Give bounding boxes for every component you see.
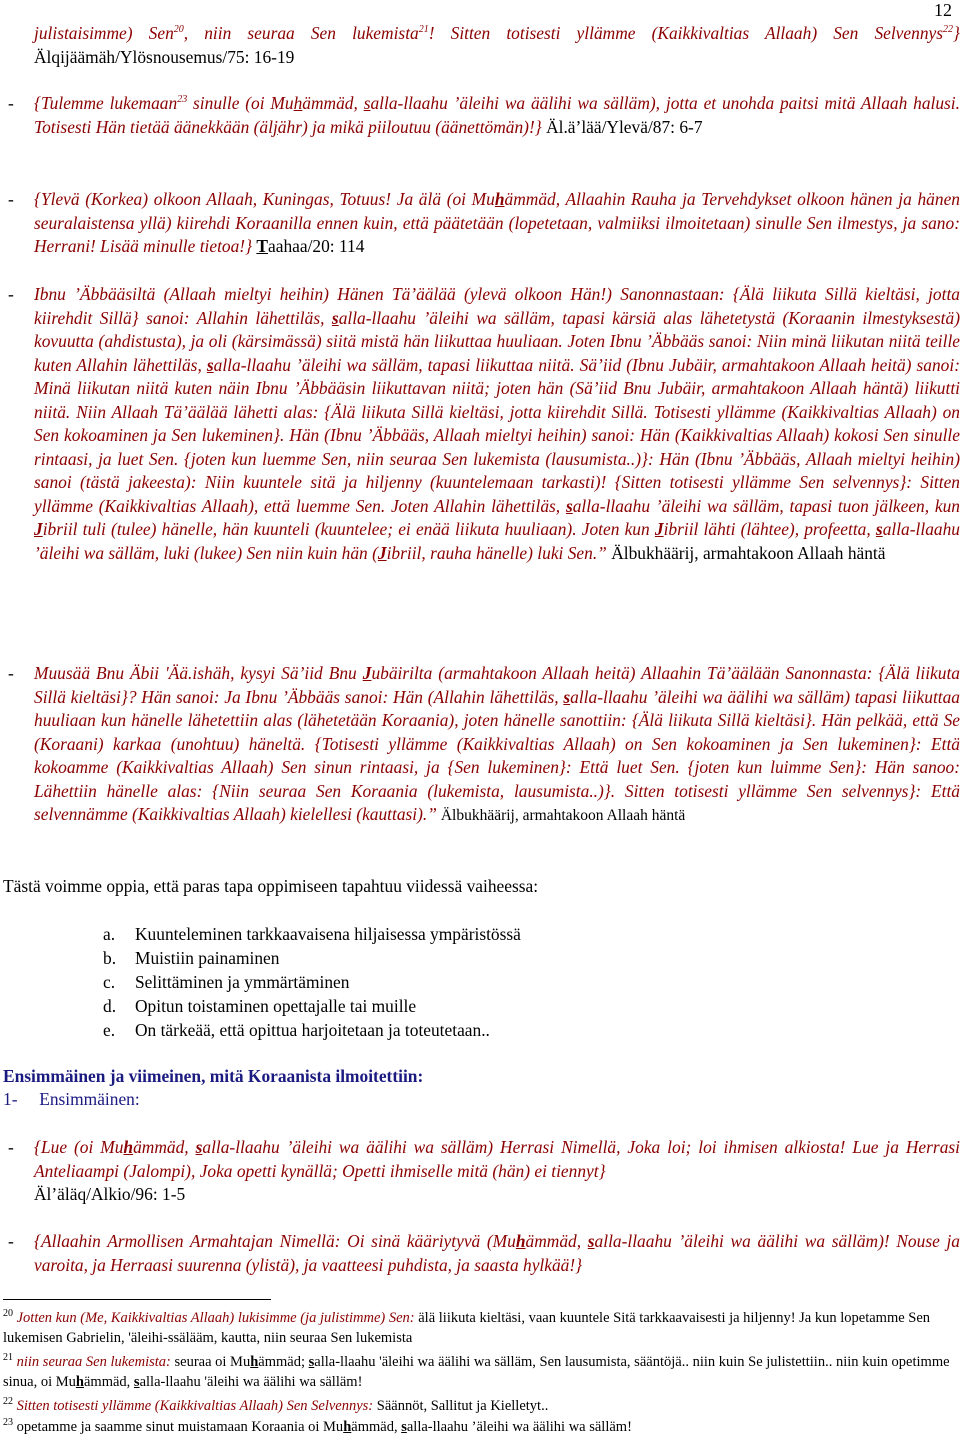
hadith-reference: Älbukhäärij, armahtakoon Allaah häntä bbox=[436, 807, 686, 824]
page-number: 12 bbox=[934, 0, 952, 20]
footnote-separator bbox=[3, 1299, 271, 1300]
paragraph-continuation: julistaisimme) Sen$^{20}$, niin seuraa Sen lukemista$^{21}$! Sitten totisesti yllämme (Kaikkivaltias Allaah) Sen Selvennys$^{22}$} Älqijäämäh/Ylösnousemus/75: 16-19 bbox=[34, 23, 960, 67]
intro-text: Tästä voimme oppia, että paras tapa oppimiseen tapahtuu viidessä vaiheessa: bbox=[3, 876, 539, 896]
list-item: d. Opitun toistaminen opettajalle tai muille bbox=[103, 996, 417, 1016]
list-item: e. On tärkeää, että opittua harjoitetaan ja toteutetaan.. bbox=[103, 1020, 490, 1040]
steps-list bbox=[103, 922, 521, 1042]
section-heading: Ensimmäinen ja viimeinen, mitä Koraanista ilmoitettiin: bbox=[3, 1066, 424, 1086]
list-item: - {Tulemme lukemaan$^{23}$ sinulle (oi Muhämmäd, salla-llaahu ’äleihi wa äälihi wa sälläm), jotta et unohda paitsi mitä Allaah halusi. Totisesti Hän tietää äänekkään (äljähr) ja mikä piiloutuu (äänettömän)!} Äl.ä’lää/Ylevä/87: 6-7 bbox=[8, 93, 960, 137]
footnote-20: $^{20}$ Jotten kun (Me, Kaikkivaltias Allaah) lukisimme (ja julistimme) Sen: älä liikuta kieltäsi, vaan kuuntele Sitä tarkkaavaisesti ja hiljenny! Ja kun lopetamme Sen lukemisen Gabrielin, 'äleihi-ssälääm, kautta, niin seuraa Sen lukemista bbox=[3, 1308, 931, 1346]
hadith-reference: Älbukhäärij, armahtakoon Allaah häntä bbox=[606, 542, 886, 563]
list-item: - {Lue (oi Muhämmäd, salla-llaahu ’äleihi wa äälihi wa sälläm) Herrasi Nimellä, Joka loi; loi ihmisen alkiosta! Lue ja Herrasi Anteliaampi (Jalompi), Joka opetti kynällä; Opetti ihmiselle mitä (hän) ei tiennyt} Äl’äläq/Alkio/96: 1-5 bbox=[8, 1137, 960, 1204]
list-item: - Ibnu ’Äbbääsiltä (Allaah mieltyi heihin) Hänen Tä’äälää (ylevä olkoon Hän!) Sanonnastaan: {Älä liikuta Sillä kieltäsi, jotta kiirehdit Sillä} sanoi: Allahin lähettiläs, salla-llaahu ’äleihi wa sälläm, tapasi kärsiä alas lähetetystä (Koraanin ilmestyksestä) kovuutta (ahdistusta), ja oli (kärsimässä) siitä mistä hän liikuttaa huuliaan. Joten Ibnu ’Äbbääs sanoi: Niin minä liikutan niitä teille kuten Allahin lähettiläs, salla-llaahu ’äleihi wa sälläm, tapasi liikuttaa niitä. Sä’iid (Ibnu Jubäir, armahtakoon Allaah heitä) sanoi: Minä liikutan niitä kuten näin Ibnu ’Äbbääsin liikuttavan niitä; joten hän (Sä’iid Bnu Jubäir, armahtakoon Allaah häntä) liikutti niitä. Niin Allaah Tä’äälää lähetti alas: {Älä liikuta Sillä kieltäsi, jotta kiirehdit Sillä. Totisesti yllämme (Kaikkivaltias Allaah) on Sen kokoaminen ja Sen lukeminen}. Hän (Ibnu ’Äbbääs, Allaah mieltyi heihin) sanoi: Hän (Kaikkivaltias Allaah) kokosi Sen sinulle rintaasi, ja luet Sen. {joten kun luemme Sen, niin seuraa Sen lukemista (lausumista..)}: Hän (Ibnu ’Äbbääs, Allaah mieltyi heihin) sanoi (tästä jakeesta): Niin kuuntele sitä ja hiljenny (kuuntelemaan tarkasti)! {Sitten totisesti yllämme Sen selvennys}: Sitten yllämme (Kaikkivaltias Allaah), että luemme Sen. Joten Allahin lähettiläs, salla-llaahu ’äleihi wa sälläm, tapasi tuon jälkeen, kun Jibriil tuli (tulee) hänelle, hän kuunteli (kuuntelee; ei enää liikuta huuliaan). Joten kun Jibriil lähti (lähtee), profeetta, salla-llaahu ’äleihi wa sälläm, luki (lukee) Sen niin kuin hän (Jibriil, rauha hänelle) luki Sen.” Älbukhäärij, armahtakoon Allaah häntä bbox=[8, 284, 960, 563]
list-item: c. Selittäminen ja ymmärtäminen bbox=[103, 972, 350, 992]
list-item: - Muusää Bnu Äbii 'Ää.ishäh, kysyi Sä’iid Bnu Jubäirilta (armahtakoon Allaah heitä) Allaahin Tä’äälään Sanonnasta: {Älä liikuta Sillä kieltäsi}? Hän sanoi: Ja Ibnu ’Äbbääs sanoi: Hän (Allahin lähettiläs, salla-llaahu ’äleihi wa äälihi wa sälläm) tapasi liikuttaa huuliaan kun hänelle lähetettiin alas (lähetetään Koraania), joten hänelle sanottiin: {Älä liikuta Sillä kieltäsi}. Hän pelkää, että Se (Koraani) karkaa (unohtuu) häneltä. {Totisesti yllämme (Kaikkivaltias Allaah) on Sen kokoaminen ja Sen lukeminen}: Että kokoamme (Kaikkivaltias Allaah) Sen sinun rintaasi, ja {Sen lukeminen}: Että luet Sen. {joten kun luimme Sen}: Hän sanoo: Lähettiin hänelle alas: {Niin seuraa Sen Koraania (lukemista, lausumista..)}. Sitten totisesti yllämme Sen selvennys}: Että selvennämme (Kaikkivaltias Allaah) kielellesi (kauttasi).” Älbukhäärij, armahtakoon Allaah häntä bbox=[8, 663, 960, 824]
list-item: - {Allaahin Armollisen Armahtajan Nimellä: Oi sinä kääriytyvä (Muhämmäd, salla-llaahu ’äleihi wa äälihi wa sälläm)! Nouse ja varoita, ja Herraasi suurenna (ylistä), ja vaatteesi puhdista, ja saasta hylkää!} bbox=[8, 1231, 960, 1275]
verse-reference: Äl.ä’lää/Ylevä/87: 6-7 bbox=[541, 116, 703, 137]
list-item: b. Muistiin painaminen bbox=[103, 948, 280, 968]
list-item: a. Kuunteleminen tarkkaavaisena hiljaisessa ympäristössä bbox=[103, 924, 521, 944]
footnote-23: $^{23}$ opetamme ja saamme sinut muistamaan Koraania oi Muhämmäd, salla-llaahu ’äleihi wa äälihi wa sälläm! bbox=[3, 1417, 632, 1435]
list-item: - {Ylevä (Korkea) olkoon Allaah, Kuningas, Totuus! Ja älä (oi Muhämmäd, Allaahin Rauha ja Tervehdykset olkoon hänen ja hänen seuralaistensa yllä) kiirehdi Koraanilla ennen kuin, että päätetään (lopetetaan, valmiiksi ilmoitetaan) sinulle Sen ilmestys, ja sano: Herrani! Lisää minulle tietoa!} Taahaa/20: 114 bbox=[8, 189, 960, 256]
footnote-21: $^{21}$ niin seuraa Sen lukemista: seuraa oi Muhämmäd; salla-llaahu 'äleihi wa äälihi wa sälläm, Sen lausumista, sääntöjä.. niin kuin Se julistettiin.. niin kuin opetimme sinua, oi Muhämmäd, salla-llaahu 'äleihi wa äälihi wa sälläm! bbox=[3, 1352, 950, 1390]
verse-reference: Äl’äläq/Alkio/96: 1-5 bbox=[34, 1184, 186, 1204]
subheading: 1- Ensimmäinen: bbox=[3, 1089, 140, 1109]
footnote-22: $^{22}$ Sitten totisesti yllämme (Kaikkivaltias Allaah) Sen Selvennys: Säännöt, Sallitut ja Kielletyt.. bbox=[3, 1396, 549, 1414]
verse-reference: Älqijäämäh/Ylösnousemus/75: 16-19 bbox=[34, 46, 295, 67]
